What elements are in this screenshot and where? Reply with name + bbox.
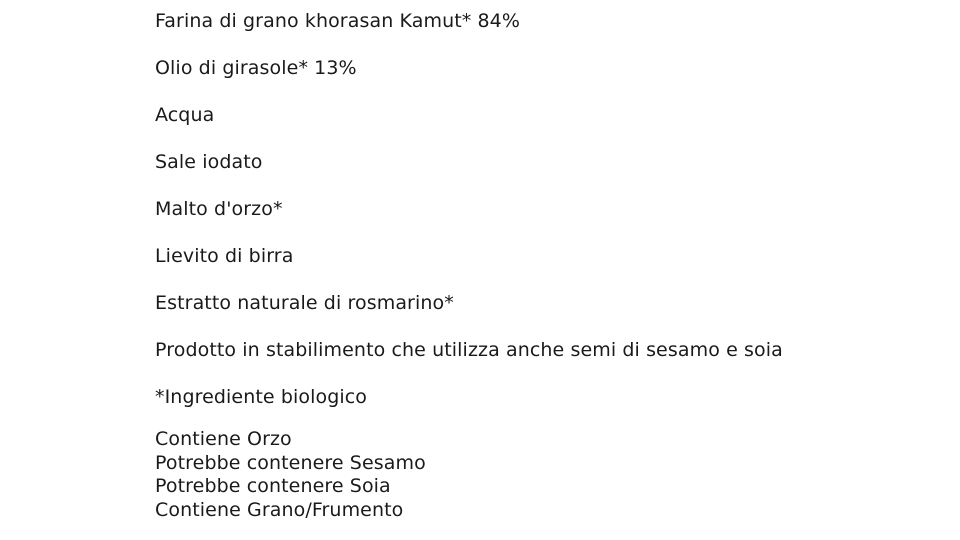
allergen-list (155, 428, 426, 522)
allergen-line: Potrebbe contenere Sesamo (155, 451, 426, 474)
allergen-line: Potrebbe contenere Soia (155, 475, 391, 497)
organic-footnote: *Ingrediente biologico (155, 386, 368, 408)
ingredient-line: Farina di grano khorasan Kamut* 84% (155, 10, 521, 32)
ingredients-list (155, 8, 783, 431)
ingredient-line: Malto d'orzo* (155, 198, 283, 220)
ingredient-line: Acqua (155, 104, 215, 126)
ingredient-line: Estratto naturale di rosmarino* (155, 292, 454, 314)
ingredient-line: Sale iodato (155, 151, 263, 173)
ingredient-line: Olio di girasole* 13% (155, 57, 357, 79)
allergen-line: Contiene Grano/Frumento (155, 498, 404, 521)
facility-note: Prodotto in stabilimento che utilizza anche semi di sesamo e soia (155, 339, 783, 361)
allergen-line: Contiene Orzo (155, 428, 292, 450)
ingredient-line: Lievito di birra (155, 245, 294, 267)
